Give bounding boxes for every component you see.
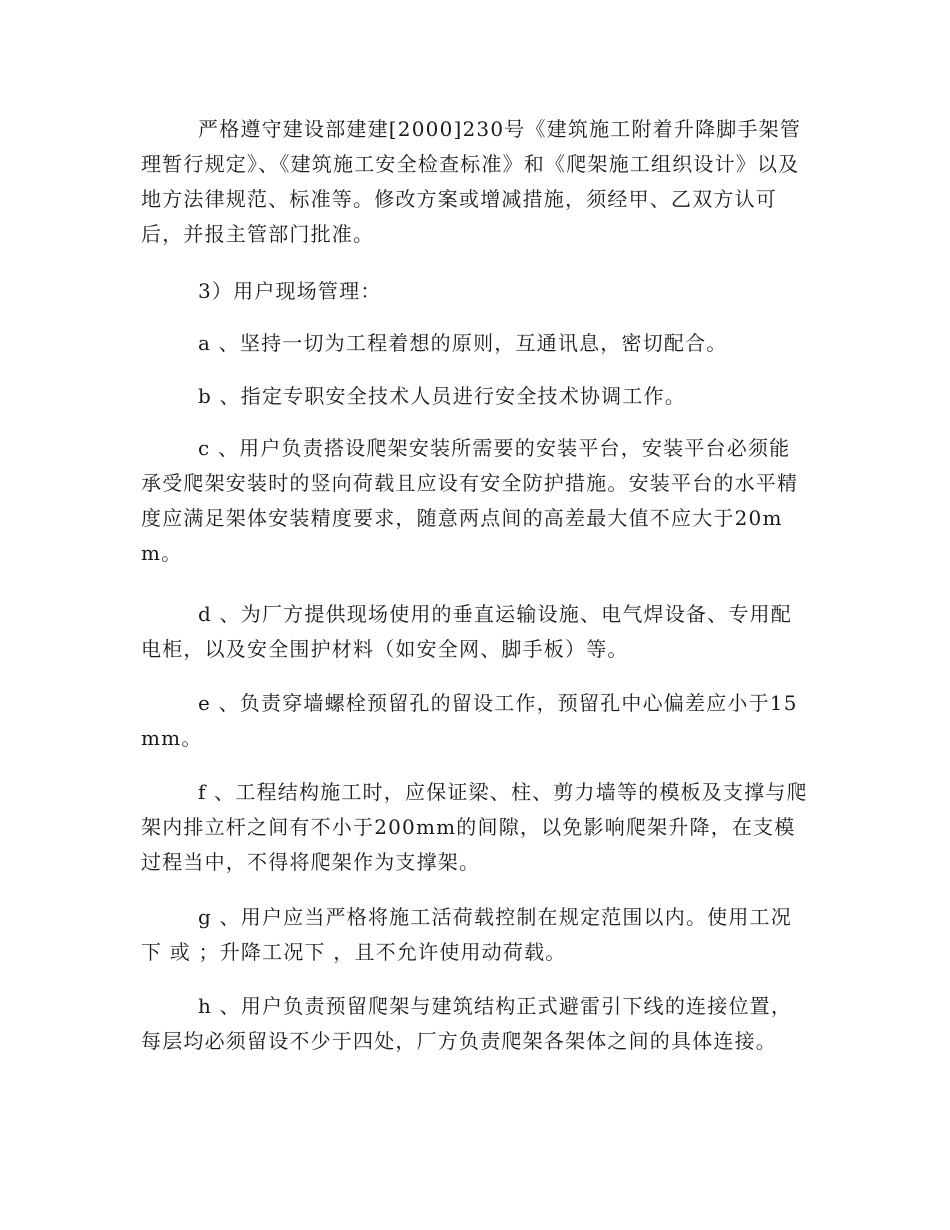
heading-site-management: 3）用户现场管理： [198, 279, 382, 303]
paragraph-item-e: e 、负责穿墙螺栓预留孔的留设工作，预留孔中心偏差应小于15mm。 [141, 691, 798, 750]
paragraph-item-c: c 、用户负责搭设爬架安装所需要的安装平台，安装平台必须能承受爬架安装时的竖向荷载且应设有安全防护措施。安装平台的水平精度应满足架体安装精度要求，随意两点间的高差最大值不应大于20mm。 [141, 436, 799, 565]
paragraph-item-f: f 、工程结构施工时，应保证梁、柱、剪力墙等的模板及支撑与爬架内排立杆之间有不小于200mm的间隙，以免影响爬架升降，在支模过程当中，不得将爬架作为支撑架。 [141, 780, 808, 874]
paragraph-regulations: 严格遵守建设部建建[2000]230号《建筑施工附着升降脚手架管理暂行规定》、《建筑施工安全检查标准》和《爬架施工组织设计》以及地方法律规范、标准等。修改方案或增减措施，须经甲、乙双方认可后，并报主管部门批准。 [141, 117, 802, 246]
paragraph-item-g: g 、用户应当严格将施工活荷载控制在规定范围以内。使用工况下 或 ；升降工况下 ，且不允许使用动荷载。 [141, 905, 792, 964]
paragraph-item-h: h 、用户负责预留爬架与建筑结构正式避雷引下线的连接位置，每层均必须留设不少于四处，厂方负责爬架各架体之间的具体连接。 [141, 994, 793, 1053]
paragraph-item-a: a 、坚持一切为工程着想的原则，互通讯息，密切配合。 [198, 331, 728, 355]
paragraph-item-b: b 、指定专职安全技术人员进行安全技术协调工作。 [198, 384, 686, 408]
paragraph-item-d: d 、为厂方提供现场使用的垂直运输设施、电气焊设备、专用配电柜，以及安全围护材料（如安全网、脚手板）等。 [141, 602, 792, 661]
